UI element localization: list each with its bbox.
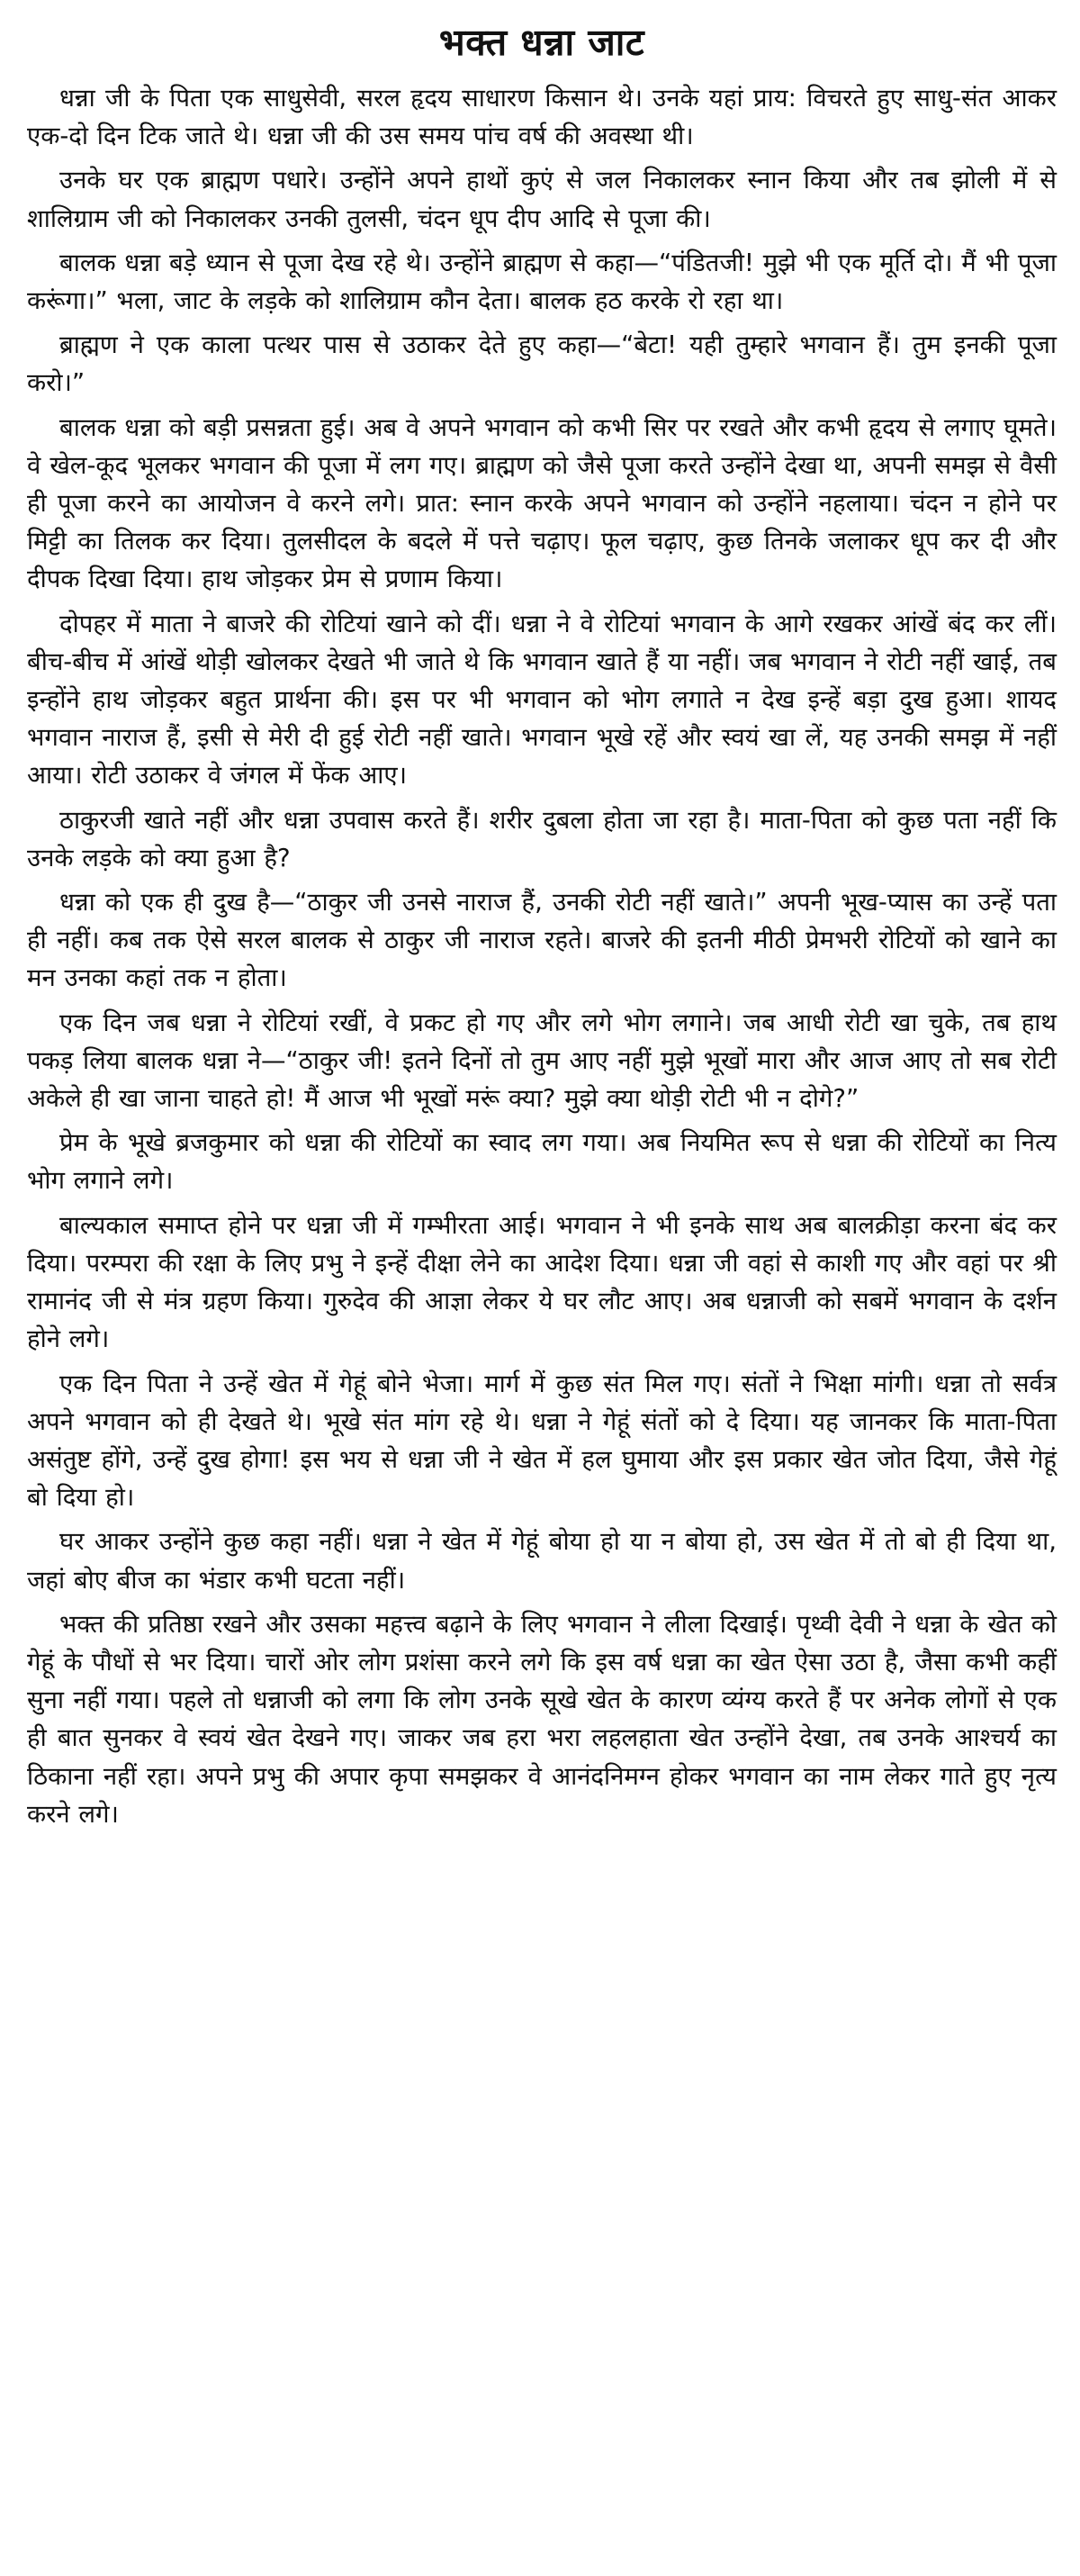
paragraph-5: बालक धन्ना को बड़ी प्रसन्नता हुई। अब वे अपने भगवान को कभी सिर पर रखते और कभी हृदय से लगाए घूमते। वे खेल-कूद भूलकर भगवान की पूजा में लग गए। ब्राह्मण को जैसे पूजा करते उन्होंने देखा था, अपनी समझ से वैसी ही पूजा करने का आयोजन वे करने लगे। प्रात: स्नान करके अपने भगवान को उन्होंने नहलाया। चंदन न होने पर मिट्टी का तिलक कर दिया। तुलसीदल के बदले में पत्ते चढ़ाए। फूल चढ़ाए, कुछ तिनके जलाकर धूप कर दी और दीपक दिखा दिया। हाथ जोड़कर प्रेम से प्रणाम किया। — [27, 412, 1057, 594]
paragraph-9: एक दिन जब धन्ना ने रोटियां रखीं, वे प्रकट हो गए और लगे भोग लगाने। जब आधी रोटी खा चुके, तब हाथ पकड़ लिया बालक धन्ना ने—“ठाकुर जी! इतने दिनों तो तुम आए नहीं मुझे भूखों मारा और आज आए तो सब रोटी अकेले ही खा जाना चाहते हो! मैं आज भी भूखों मरूं क्या? मुझे क्या थोड़ी रोटी भी न दोगे?” — [27, 1008, 1057, 1114]
paragraph-13: घर आकर उन्होंने कुछ कहा नहीं। धन्ना ने खेत में गेहूं बोया हो या न बोया हो, उस खेत में तो बो ही दिया था, जहां बोए बीज का भंडार कभी घटता नहीं। — [27, 1527, 1057, 1595]
paragraph-12: एक दिन पिता ने उन्हें खेत में गेहूं बोने भेजा। मार्ग में कुछ संत मिल गए। संतों ने भिक्षा मांगी। धन्ना तो सर्वत्र अपने भगवान को ही देखते थे। भूखे संत मांग रहे थे। धन्ना ने गेहूं संतों को दे दिया। यह जानकर कि माता-पिता असंतुष्ट होंगे, उन्हें दुख होगा! इस भय से धन्ना जी ने खेत में हल घुमाया और इस प्रकार खेत जोत दिया, जैसे गेहूं बो दिया हो। — [27, 1369, 1057, 1513]
paragraph-6: दोपहर में माता ने बाजरे की रोटियां खाने को दीं। धन्ना ने वे रोटियां भगवान के आगे रखकर आंखें बंद कर लीं। बीच-बीच में आंखें थोड़ी खोलकर देखते भी जाते थे कि भगवान खाते हैं या नहीं। जब भगवान ने रोटी नहीं खाई, तब इन्होंने हाथ जोड़कर बहुत प्रार्थना की। इस पर भी भगवान को भोग लगाते न देख इन्हें बड़ा दुख हुआ। शायद भगवान नाराज हैं, इसी से मेरी दी हुई रोटी नहीं खाते। भगवान भूखे रहें और स्वयं खा लें, यह उनकी समझ में नहीं आया। रोटी उठाकर वे जंगल में फेंक आए। — [27, 609, 1057, 791]
paragraph-11: बाल्यकाल समाप्त होने पर धन्ना जी में गम्भीरता आई। भगवान ने भी इनके साथ अब बालक्रीड़ा करना बंद कर दिया। परम्परा की रक्षा के लिए प्रभु ने इन्हें दीक्षा लेने का आदेश दिया। धन्ना जी वहां से काशी गए और वहां पर श्री रामानंद जी से मंत्र ग्रहण किया। गुरुदेव की आज्ञा लेकर ये घर लौट आए। अब धन्नाजी को सबमें भगवान के दर्शन होने लगे। — [27, 1210, 1057, 1354]
paragraph-8: धन्ना को एक ही दुख है—“ठाकुर जी उनसे नाराज हैं, उनकी रोटी नहीं खाते।” अपनी भूख-प्यास का उन्हें पता ही नहीं। कब तक ऐसे सरल बालक से ठाकुर जी नाराज रहते। बाजरे की इतनी मीठी प्रेमभरी रोटियों को खाने का मन उनका कहां तक न होता। — [27, 888, 1057, 993]
paragraph-4: ब्राह्मण ने एक काला पत्थर पास से उठाकर देते हुए कहा—“बेटा! यही तुम्हारे भगवान हैं। तुम इनकी पूजा करो।” — [27, 330, 1057, 398]
document-title: भक्त धन्ना जाट — [438, 21, 645, 64]
paragraph-14: भक्त की प्रतिष्ठा रखने और उसका महत्त्व बढ़ाने के लिए भगवान ने लीला दिखाई। पृथ्वी देवी ने धन्ना के खेत को गेहूं के पौधों से भर दिया। चारों ओर लोग प्रशंसा करने लगे कि इस वर्ष धन्ना का खेत ऐसा उठा है, जैसा कभी कहीं सुना नहीं गया। पहले तो धन्नाजी को लगा कि लोग उनके सूखे खेत के कारण व्यंग्य करते हैं पर अनेक लोगों से एक ही बात सुनकर वे स्वयं खेत देखने गए। जाकर जब हरा भरा लहलहाता खेत उन्होंने देखा, तब उनके आश्चर्य का ठिकाना नहीं रहा। अपने प्रभु की अपार कृपा समझकर वे आनंदनिमग्न होकर भगवान का नाम लेकर गाते हुए नृत्य करने लगे। — [27, 1609, 1057, 1829]
paragraph-1: धन्ना जी के पिता एक साधुसेवी, सरल हृदय साधारण किसान थे। उनके यहां प्राय: विचरते हुए साधु-संत आकर एक-दो दिन टिक जाते थे। धन्ना जी की उस समय पांच वर्ष की अवस्था थी। — [27, 84, 1057, 151]
paragraph-2: उनके घर एक ब्राह्मण पधारे। उन्होंने अपने हाथों कुएं से जल निकालकर स्नान किया और तब झोली में से शालिग्राम जी को निकालकर उनकी तुलसी, चंदन धूप दीप आदि से पूजा की। — [27, 166, 1057, 233]
paragraph-3: बालक धन्ना बड़े ध्यान से पूजा देख रहे थे। उन्होंने ब्राह्मण से कहा—“पंडितजी! मुझे भी एक मूर्ति दो। मैं भी पूजा करूंगा।” भला, जाट के लड़के को शालिग्राम कौन देता। बालक हठ करके रो रहा था। — [27, 248, 1057, 316]
paragraph-7: ठाकुरजी खाते नहीं और धन्ना उपवास करते हैं। शरीर दुबला होता जा रहा है। माता-पिता को कुछ पता नहीं कि उनके लड़के को क्या हुआ है? — [27, 805, 1057, 872]
paragraph-10: प्रेम के भूखे ब्रजकुमार को धन्ना की रोटियों का स्वाद लग गया। अब नियमित रूप से धन्ना की रोटियों का नित्य भोग लगाने लगे। — [27, 1128, 1057, 1196]
